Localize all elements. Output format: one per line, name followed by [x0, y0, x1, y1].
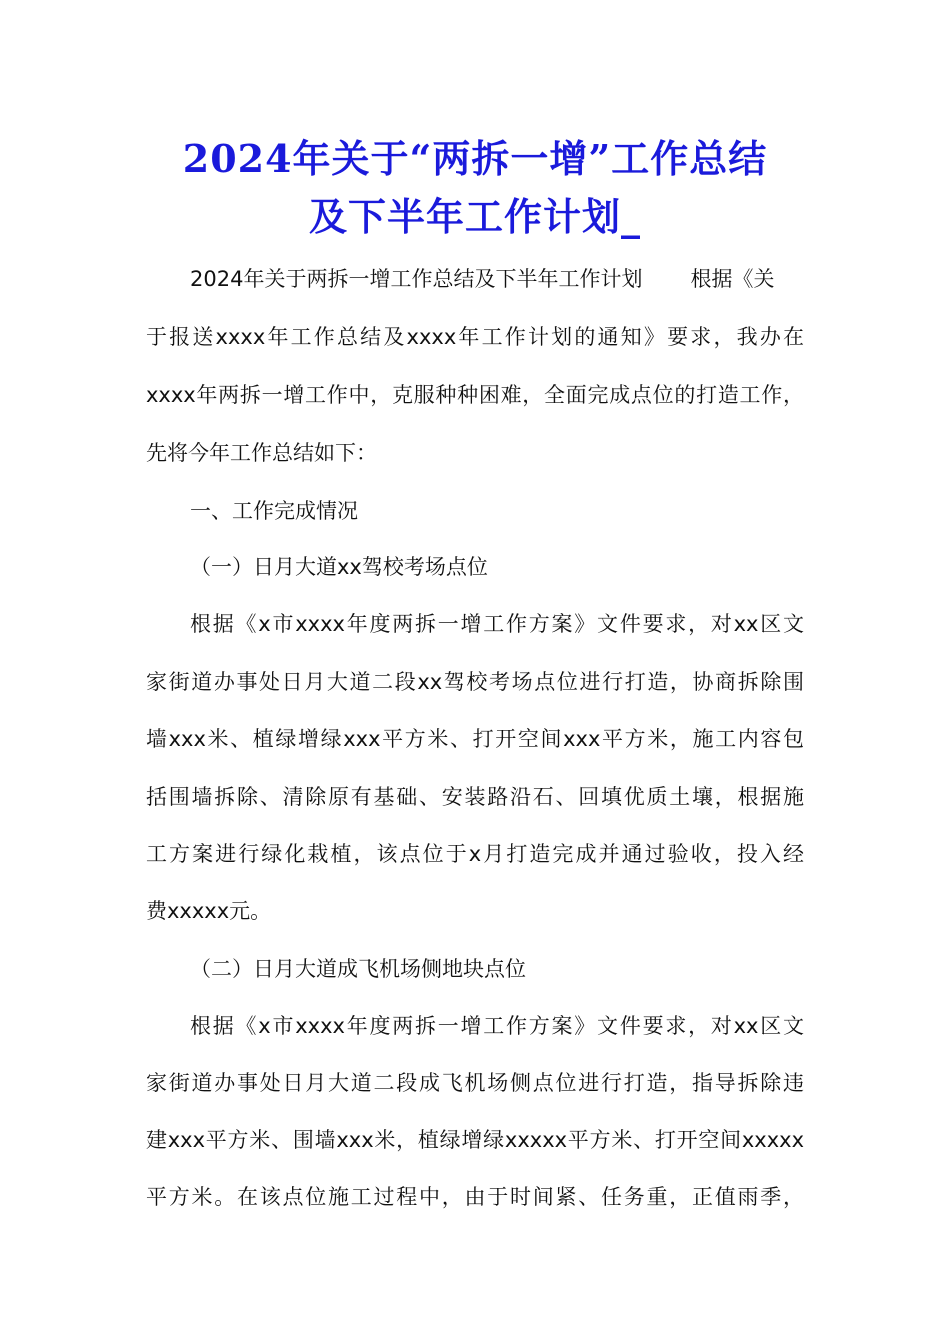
document-title-line-1: 2024年关于“两拆一增”工作总结	[182, 136, 768, 181]
paragraph-line: 家街道办事处日月大道二段xx驾校考场点位进行打造，协商拆除围	[146, 670, 804, 694]
paragraph-line: 根据《x市xxxx年度两拆一增工作方案》文件要求，对xx区文	[190, 612, 804, 636]
paragraph-line: 建xxx平方米、围墙xxx米，植绿增绿xxxxx平方米、打开空间xxxxx	[146, 1128, 804, 1152]
paragraph-line: 平方米。在该点位施工过程中，由于时间紧、任务重，正值雨季，	[146, 1185, 804, 1209]
section-heading: 一、工作完成情况	[190, 499, 358, 523]
paragraph-line: 费xxxxx元。	[146, 899, 272, 923]
paragraph-line: 于报送xxxx年工作总结及xxxx年工作计划的通知》要求，我办在	[146, 325, 804, 349]
document-title-line-2: 及下半年工作计划_	[308, 194, 641, 239]
subsection-heading: （一）日月大道xx驾校考场点位	[190, 555, 488, 579]
paragraph-lead-text-continued: 根据《关	[690, 267, 775, 291]
paragraph-line: 家街道办事处日月大道二段成飞机场侧点位进行打造，指导拆除违	[146, 1071, 804, 1095]
paragraph-line	[190, 264, 774, 294]
paragraph-line: 先将今年工作总结如下：	[146, 441, 377, 465]
paragraph-lead-text: 2024年关于两拆一增工作总结及下半年工作计划	[190, 267, 643, 291]
paragraph-line: 墙xxx米、植绿增绿xxx平方米、打开空间xxx平方米，施工内容包	[146, 727, 804, 751]
paragraph-line: 括围墙拆除、清除原有基础、安装路沿石、回填优质土壤，根据施	[146, 785, 804, 809]
paragraph-line: xxxx年两拆一增工作中，克服种种困难，全面完成点位的打造工作，	[146, 383, 804, 407]
paragraph-line: 根据《x市xxxx年度两拆一增工作方案》文件要求，对xx区文	[190, 1014, 804, 1038]
paragraph-line: 工方案进行绿化栽植，该点位于x月打造完成并通过验收，投入经	[146, 842, 804, 866]
subsection-heading: （二）日月大道成飞机场侧地块点位	[190, 957, 526, 981]
